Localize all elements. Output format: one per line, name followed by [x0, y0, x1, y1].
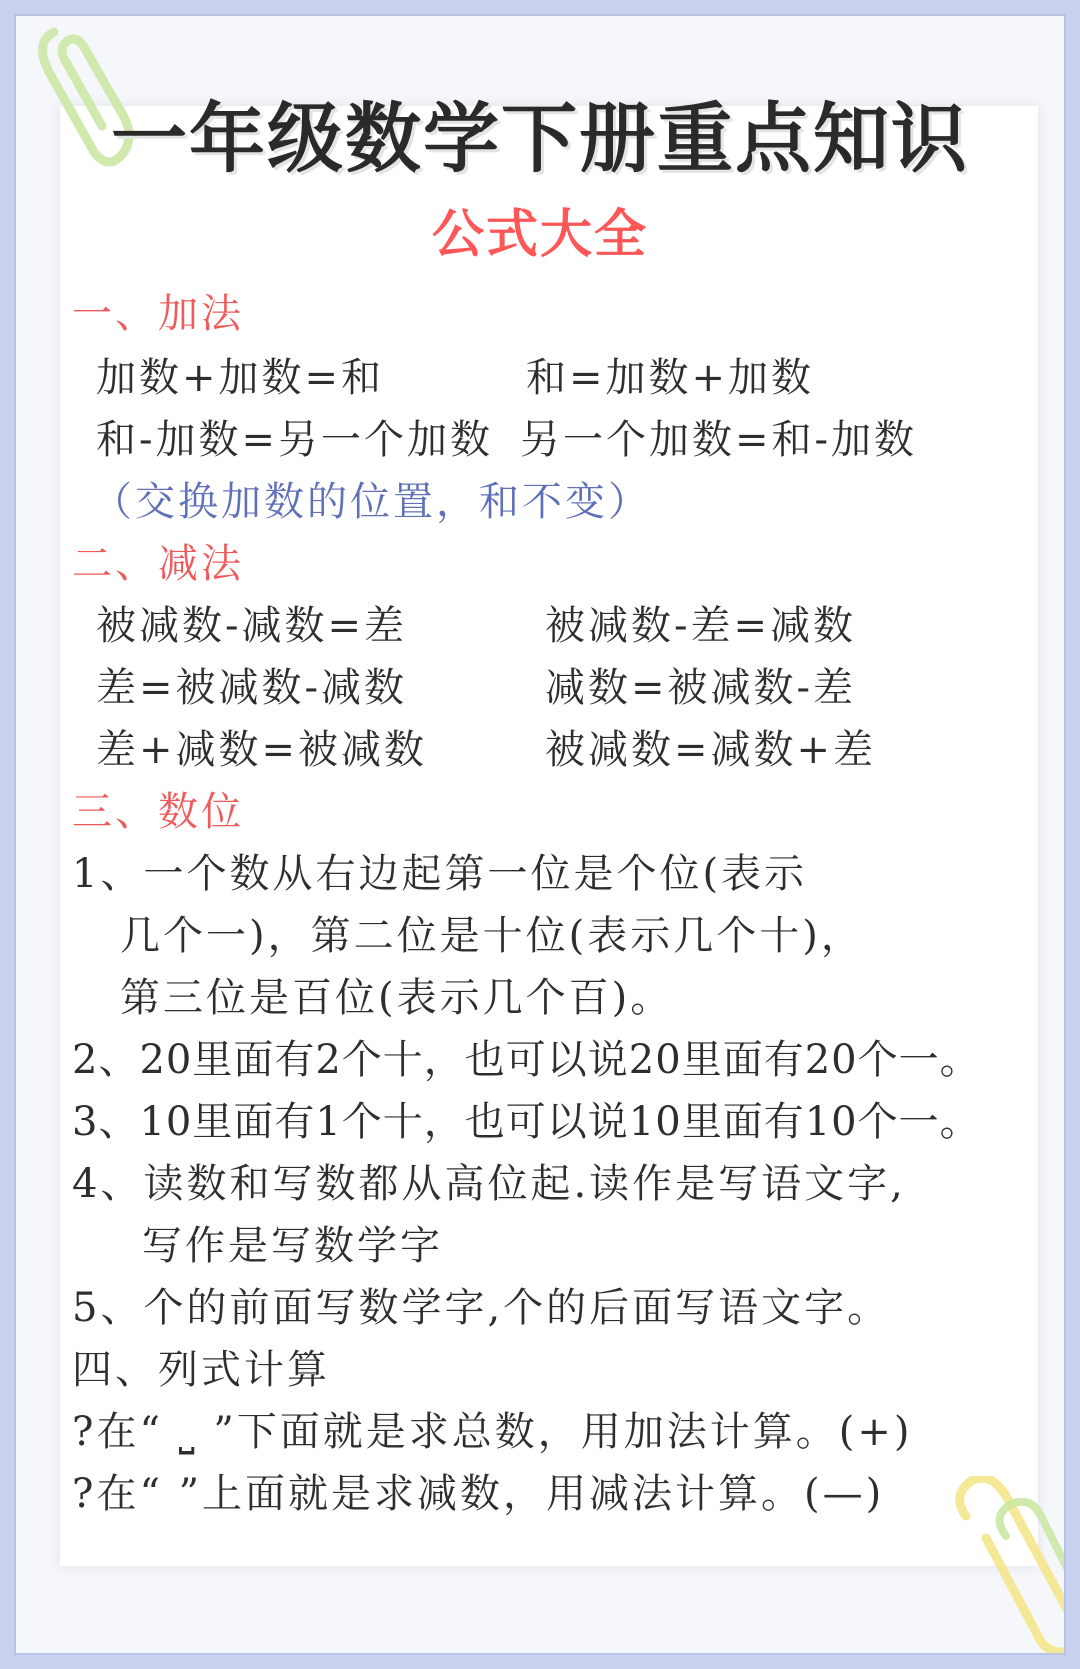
paper-clip-icon — [946, 1476, 1066, 1655]
place-value-item-4-line-1: 4、读数和写数都从高位起.读作是写语文字, — [72, 1161, 906, 1207]
formula-subtraction-left-1: 被减数-减数=差 — [96, 603, 408, 649]
formula-subtraction-left-3: 差+减数=被减数 — [96, 727, 428, 773]
section-heading-addition: 一、加法 — [72, 291, 244, 337]
formula-addition-right-1: 和=加数+加数 — [526, 355, 815, 401]
place-value-item-1-line-1: 1、一个数从右边起第一位是个位(表示 — [72, 851, 808, 897]
section-heading-place-value: 三、数位 — [72, 789, 244, 835]
formula-addition-right-2: 另一个加数=和-加数 — [520, 417, 918, 463]
formula-addition-left-1: 加数+加数=和 — [96, 355, 385, 401]
calculation-line-1: ?在“ ⎵ ”下面就是求总数，用加法计算。(+) — [72, 1409, 913, 1455]
formula-subtraction-right-2: 减数=被减数-差 — [545, 665, 857, 711]
page-title: 一年级数学下册重点知识 — [111, 94, 969, 183]
formula-addition-left-2: 和-加数=另一个加数 — [96, 417, 494, 463]
formula-subtraction-right-1: 被减数-差=减数 — [545, 603, 857, 649]
section-heading-subtraction: 二、减法 — [72, 541, 244, 587]
place-value-item-1-line-3: 第三位是百位(表示几个百)。 — [120, 975, 674, 1021]
place-value-item-4-line-2: 写作是写数学字 — [142, 1223, 443, 1269]
formula-subtraction-right-3: 被减数=减数+差 — [545, 727, 877, 773]
place-value-item-1-line-2: 几个一)，第二位是十位(表示几个十)， — [120, 913, 864, 959]
formula-subtraction-left-2: 差=被减数-减数 — [96, 665, 408, 711]
place-value-item-5: 5、个的前面写数学字,个的后面写语文字。 — [72, 1285, 891, 1331]
section-heading-calculation: 四、列式计算 — [72, 1347, 330, 1393]
addition-note: （交换加数的位置，和不变） — [92, 479, 651, 525]
place-value-item-2: 2、20里面有2个十，也可以说20里面有20个一。 — [72, 1037, 981, 1083]
calculation-line-2: ?在“ ”上面就是求减数，用减法计算。(—) — [72, 1471, 885, 1517]
page-subtitle: 公式大全 — [431, 205, 648, 265]
place-value-item-3: 3、10里面有1个十，也可以说10里面有10个一。 — [72, 1099, 981, 1145]
